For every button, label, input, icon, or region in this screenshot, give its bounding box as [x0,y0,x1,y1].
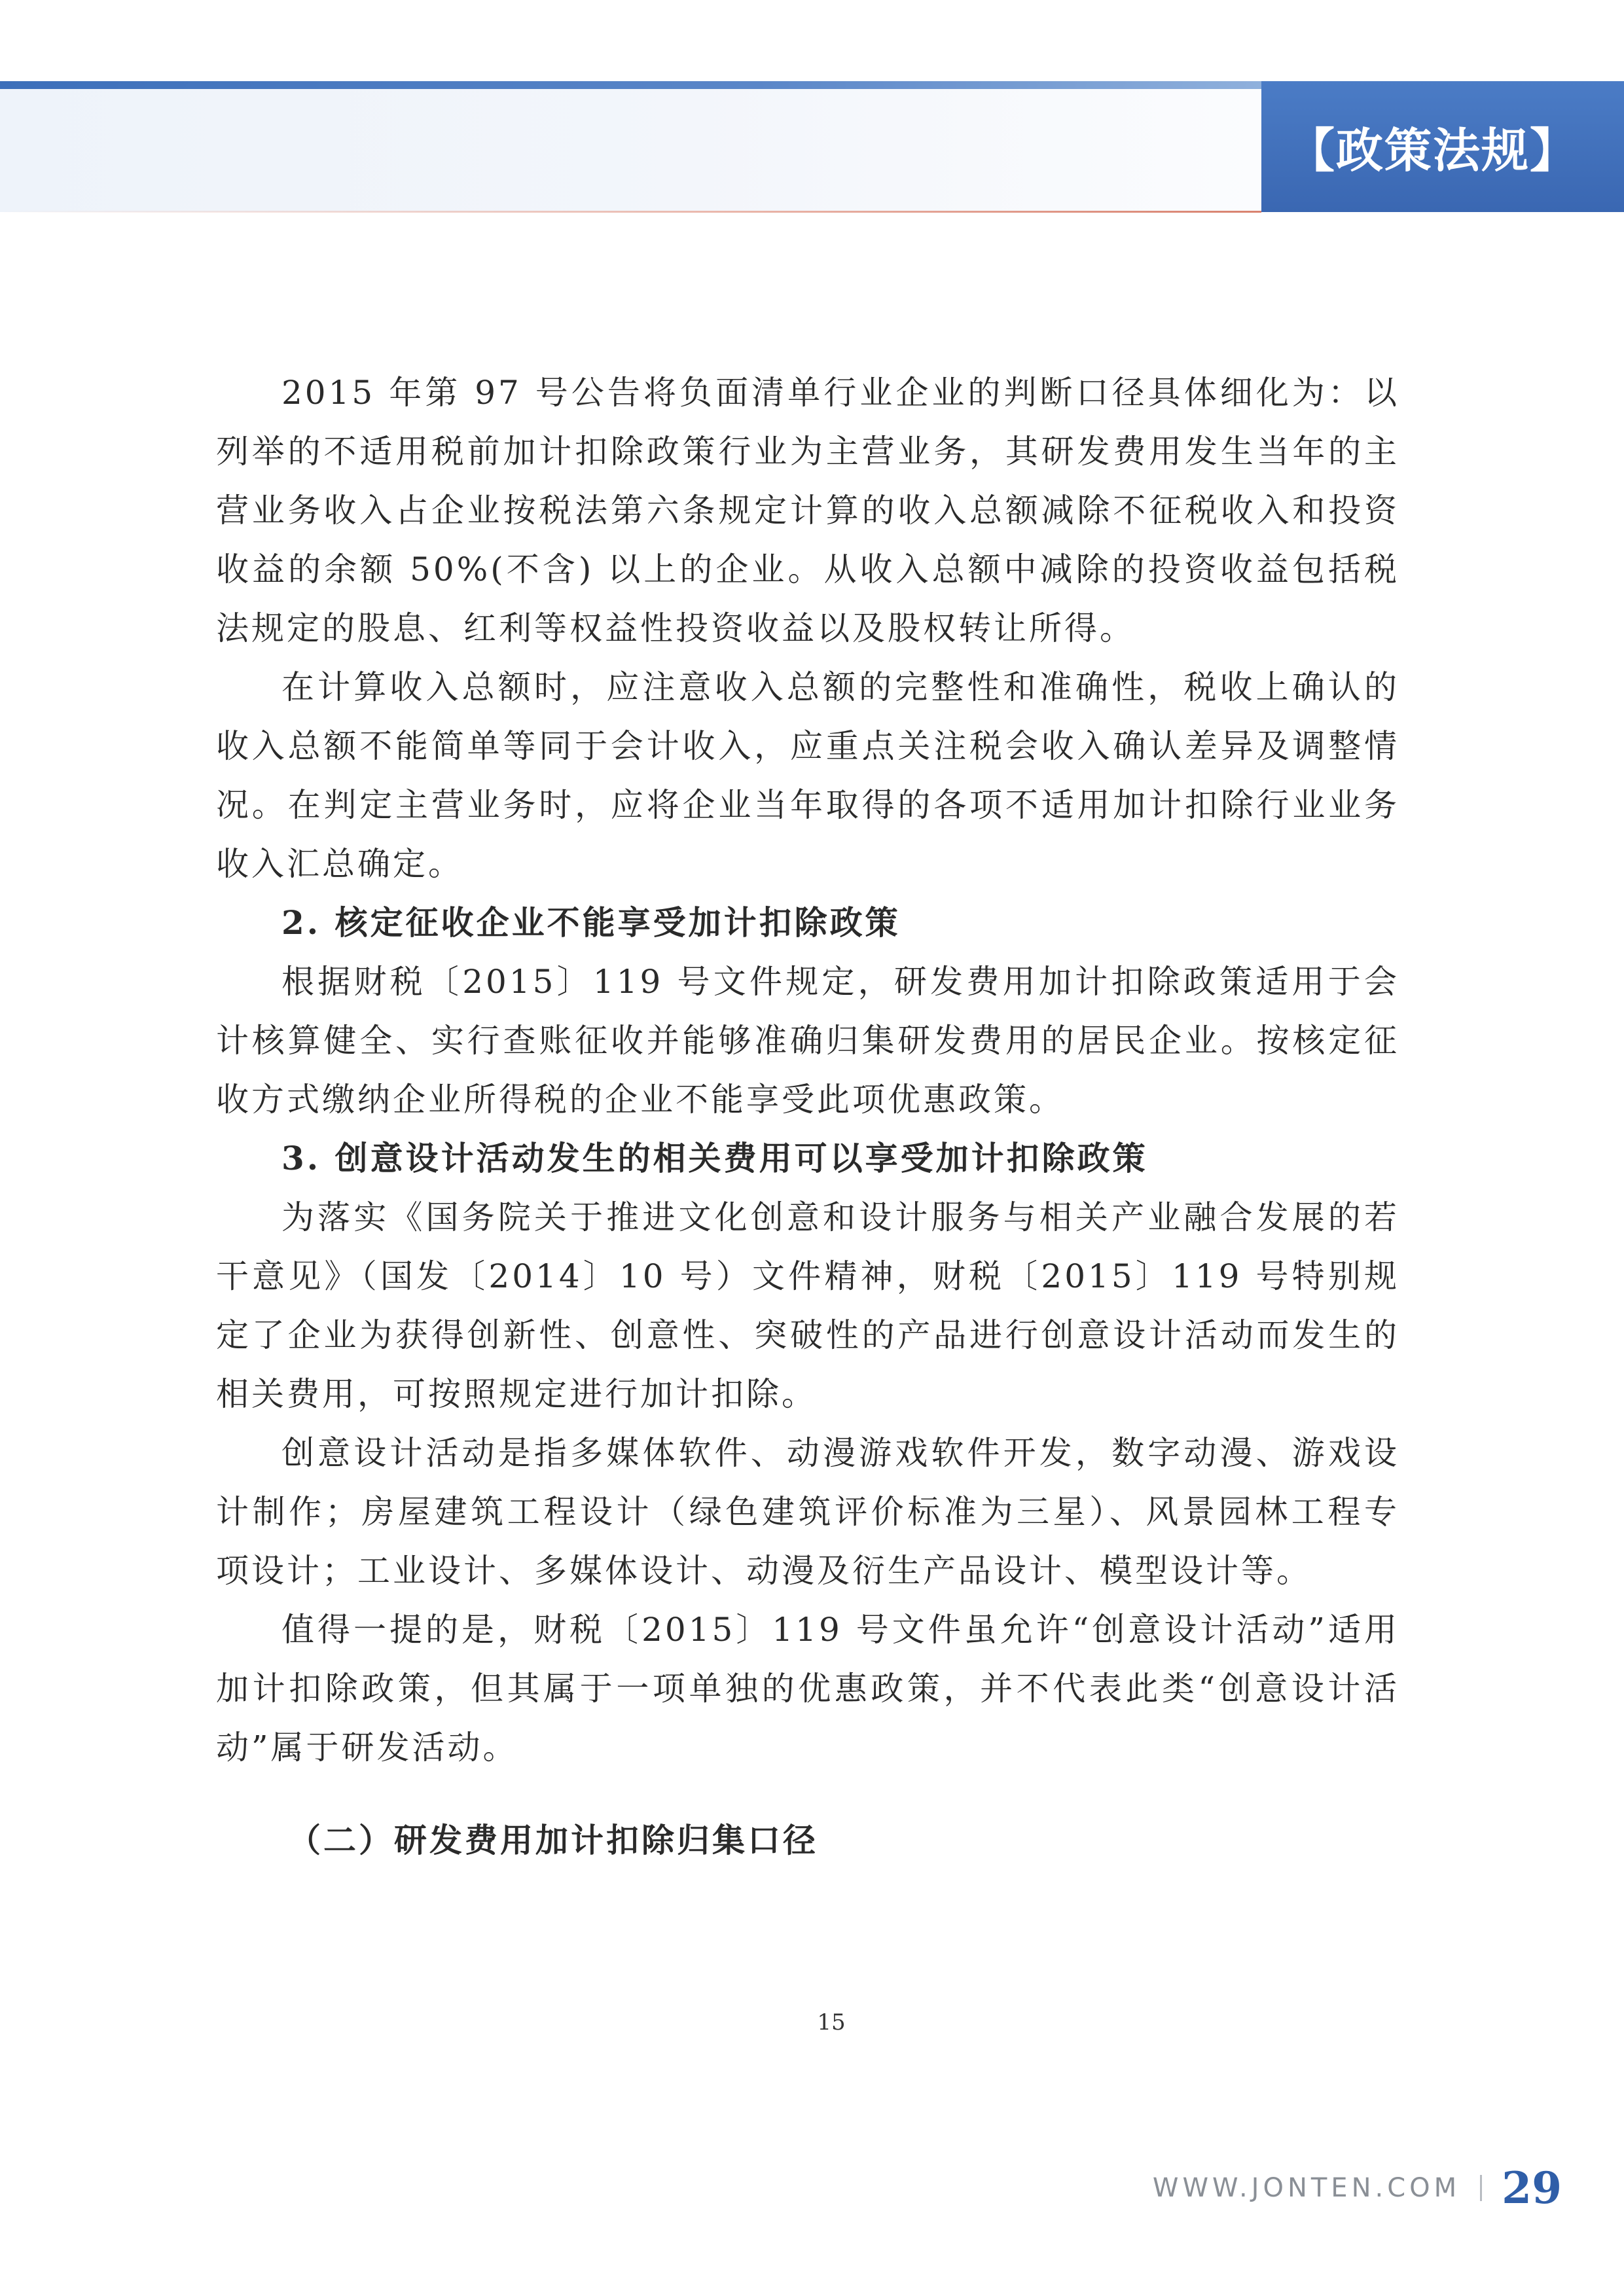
paragraph: 值得一提的是，财税〔2015〕119 号文件虽允许“创意设计活动”适用加计扣除政策，但其属于一项单独的优惠政策，并不代表此类“创意设计活动”属于研发活动。 [216,1611,1399,1767]
footer-url[interactable]: WWW.JONTEN.COM [1152,2173,1461,2203]
section-heading: （二）研发费用加计扣除归集口径 [288,1821,818,1859]
paragraph: 创意设计活动是指多媒体软件、动漫游戏软件开发，数字动漫、游戏设计制作；房屋建筑工程设计（绿色建筑评价标准为三星）、风景园林工程专项设计；工业设计、多媒体设计、动漫及衍生产品设计、模型设计等。 [216,1434,1399,1590]
subheading-2: 2. 核定征收企业不能享受加计扣除政策 [281,903,901,942]
paragraph: 根据财税〔2015〕119 号文件规定，研发费用加计扣除政策适用于会计核算健全、实行查账征收并能够准确归集研发费用的居民企业。按核定征收方式缴纳企业所得税的企业不能享受此项优惠政策。 [216,963,1399,1119]
paragraph: 在计算收入总额时，应注意收入总额的完整性和准确性，税收上确认的收入总额不能简单等同于会计收入，应重点关注税会收入确认差异及调整情况。在判定主营业务时，应将企业当年取得的各项不适用加计扣除行业业务收入汇总确定。 [216,668,1399,883]
header-top-rule [0,81,1261,89]
article-body [216,363,1399,1870]
header-bottom-rule [0,211,1261,213]
inner-page-number: 15 [817,2009,846,2036]
header-band [0,81,1261,212]
page-number: 29 [1502,2162,1562,2214]
paragraph: 为落实《国务院关于推进文化创意和设计服务与相关产业融合发展的若干意见》（国发〔2014〕10 号）文件精神，财税〔2015〕119 号特别规定了企业为获得创新性、创意性、突破性的产品进行创意设计活动而发生的相关费用，可按照规定进行加计扣除。 [216,1198,1399,1413]
paragraph: 2015 年第 97 号公告将负面清单行业企业的判断口径具体细化为：以列举的不适用税前加计扣除政策行业为主营业务，其研发费用发生当年的主营业务收入占企业按税法第六条规定计算的收入总额减除不征税收入和投资收益的余额 50%(不含) 以上的企业。从收入总额中减除的投资收益包括税法规定的股息、红利等权益性投资收益以及股权转让所得。 [216,374,1399,647]
footer [1153,2159,1562,2217]
subheading-3: 3. 创意设计活动发生的相关费用可以享受加计扣除政策 [281,1139,1148,1177]
section-label: 【政策法规】 [1287,122,1578,178]
footer-separator [1480,2175,1482,2201]
section-tab [1261,81,1624,212]
